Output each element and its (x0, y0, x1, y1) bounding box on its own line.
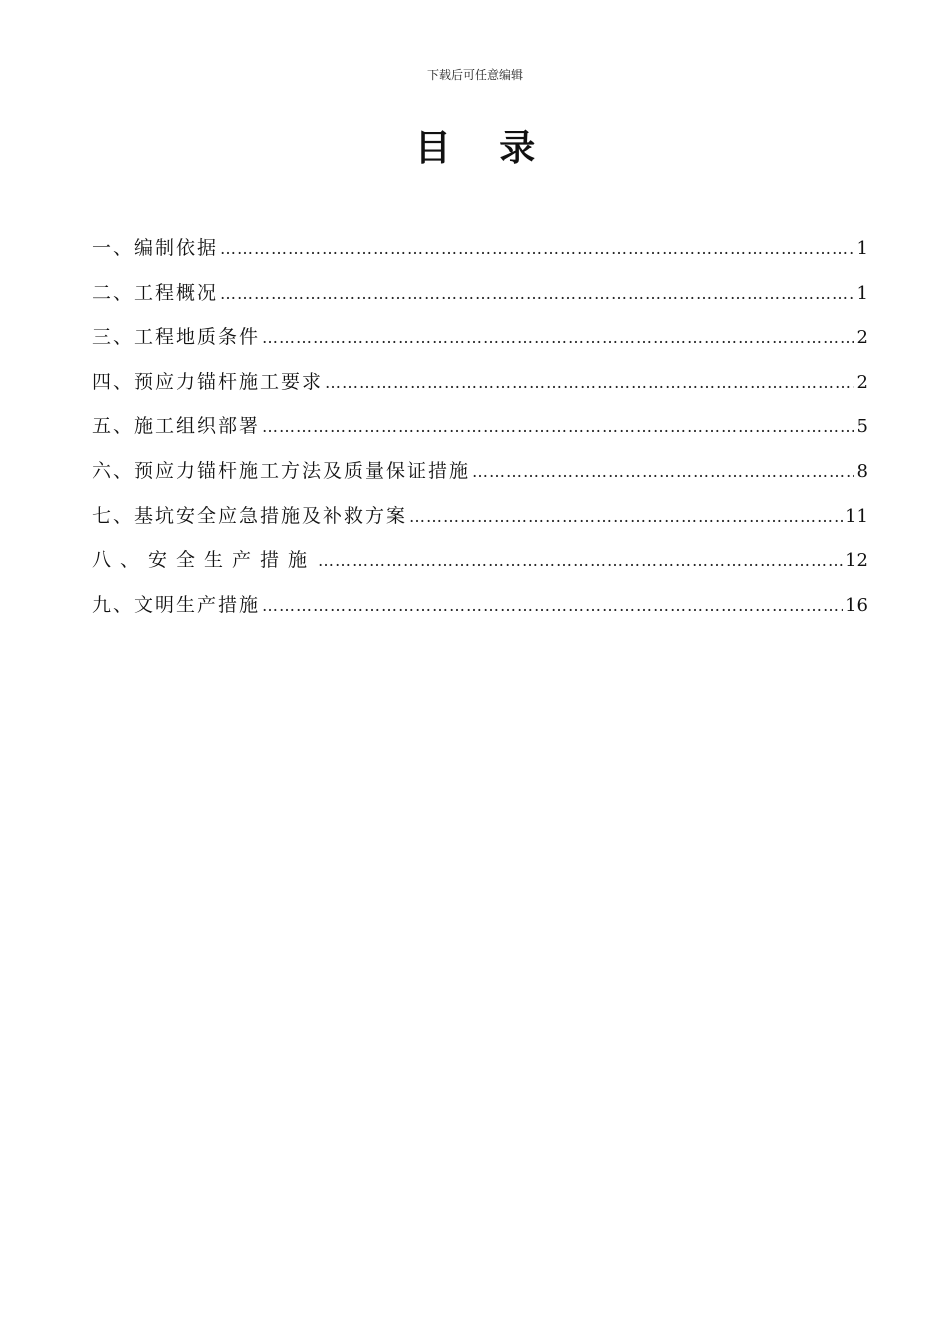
table-of-contents (92, 230, 868, 631)
toc-entry-page: 2 (856, 371, 868, 393)
toc-entry-page: 1 (856, 282, 868, 304)
toc-entry-page: 16 (845, 594, 868, 616)
toc-dot-leader (262, 409, 854, 445)
toc-entry[interactable] (92, 364, 868, 409)
toc-entry-page: 11 (845, 505, 868, 527)
toc-dot-leader (262, 320, 854, 356)
toc-entry-page: 1 (856, 238, 868, 259)
toc-entry[interactable] (92, 230, 868, 275)
toc-entry-label: 五、施工组织部署 (92, 415, 261, 438)
toc-entry-label: 九、文明生产措施 (92, 593, 261, 616)
toc-entry[interactable] (92, 275, 868, 320)
toc-dot-leader (262, 588, 843, 624)
toc-entry-page: 5 (856, 416, 868, 438)
header-note: 下载后可任意编辑 (426, 68, 523, 82)
toc-dot-leader (325, 365, 854, 401)
toc-entry-label: 八、安全生产措施 (92, 549, 317, 572)
toc-dot-leader (220, 231, 854, 267)
toc-dot-leader (472, 454, 854, 490)
toc-entry[interactable] (92, 408, 868, 453)
toc-entry-label: 一、编制依据 (92, 237, 219, 259)
toc-entry[interactable] (92, 587, 868, 632)
toc-entry-label: 七、基坑安全应急措施及补救方案 (92, 504, 408, 527)
toc-entry-label: 二、工程概况 (92, 281, 219, 304)
toc-entry-label: 四、预应力锚杆施工要求 (92, 370, 324, 393)
toc-dot-leader (220, 276, 854, 312)
toc-dot-leader (409, 499, 843, 535)
toc-entry-label: 三、工程地质条件 (92, 326, 261, 349)
toc-dot-leader (318, 543, 843, 579)
toc-entry[interactable] (92, 542, 868, 587)
toc-entry-label: 六、预应力锚杆施工方法及质量保证措施 (92, 459, 471, 482)
toc-entry-page: 12 (845, 550, 868, 572)
toc-entry-page: 8 (856, 460, 868, 482)
toc-entry[interactable] (92, 498, 868, 543)
page-title: 目 录 (414, 128, 554, 169)
toc-entry-page: 2 (856, 327, 868, 349)
toc-entry[interactable] (92, 453, 868, 498)
toc-entry[interactable] (92, 319, 868, 364)
